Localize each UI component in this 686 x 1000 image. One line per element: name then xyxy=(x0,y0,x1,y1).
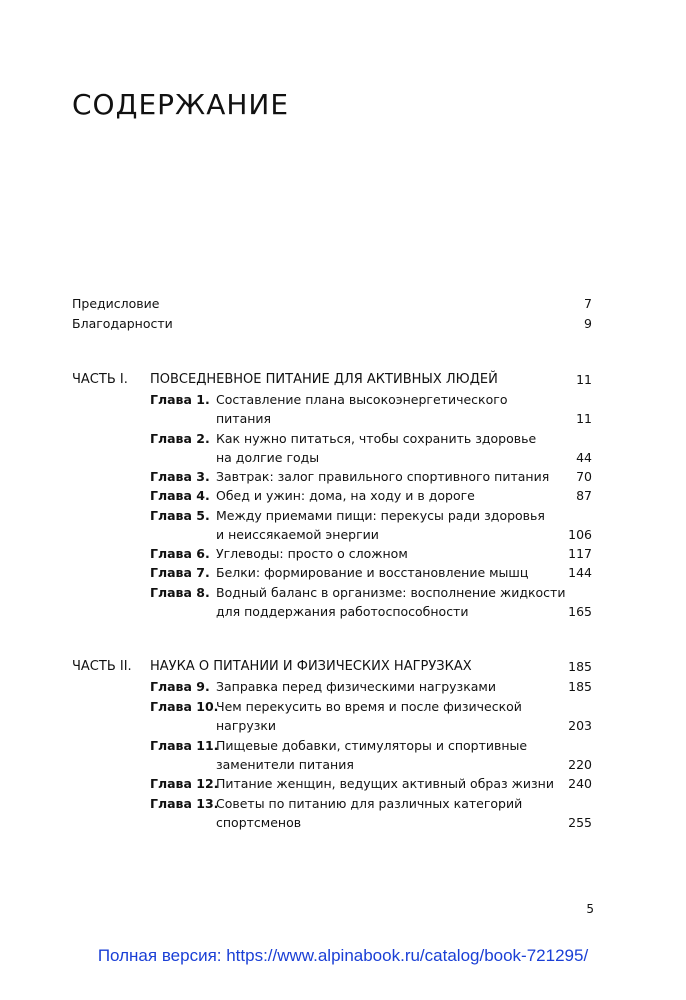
part-page: 185 xyxy=(568,659,592,674)
chapter-label: Глава 11. xyxy=(150,738,219,753)
chapter-title-line[interactable]: Составление плана высокоэнергетического xyxy=(216,392,508,407)
page-title: СОДЕРЖАНИЕ xyxy=(72,88,290,121)
chapter-title-line[interactable]: Обед и ужин: дома, на ходу и в дороге xyxy=(216,488,475,503)
toc-page-preface: 7 xyxy=(584,296,592,311)
chapter-label: Глава 8. xyxy=(150,585,210,600)
toc-entry-preface[interactable]: Предисловие xyxy=(72,296,160,311)
part-title[interactable]: ПОВСЕДНЕВНОЕ ПИТАНИЕ ДЛЯ АКТИВНЫХ ЛЮДЕЙ xyxy=(150,372,498,387)
chapter-title-line[interactable]: Как нужно питаться, чтобы сохранить здоровье xyxy=(216,431,537,446)
chapter-page: 255 xyxy=(568,815,592,830)
chapter-page: 117 xyxy=(568,546,592,561)
chapter-label: Глава 5. xyxy=(150,508,210,523)
chapter-page: 203 xyxy=(568,718,592,733)
chapter-page: 106 xyxy=(568,527,592,542)
chapter-page: 240 xyxy=(568,776,592,791)
chapter-title-line[interactable]: Советы по питанию для различных категорий xyxy=(216,796,523,811)
chapter-title-line[interactable]: Чем перекусить во время и после физической xyxy=(216,699,522,714)
part-title[interactable]: НАУКА О ПИТАНИИ И ФИЗИЧЕСКИХ НАГРУЗКАХ xyxy=(150,659,472,674)
chapter-title-line[interactable]: Углеводы: просто о сложном xyxy=(216,546,408,561)
chapter-title-line[interactable]: Завтрак: залог правильного спортивного питания xyxy=(216,469,550,484)
chapter-title-line[interactable]: Пищевые добавки, стимуляторы и спортивные xyxy=(216,738,528,753)
chapter-title-line[interactable]: Белки: формирование и восстановление мышц xyxy=(216,565,529,580)
chapter-label: Глава 2. xyxy=(150,431,210,446)
chapter-label: Глава 4. xyxy=(150,488,210,503)
chapter-title-line[interactable]: Водный баланс в организме: восполнение жидкости xyxy=(216,585,566,600)
chapter-label: Глава 13. xyxy=(150,796,219,811)
chapter-title-line[interactable]: Питание женщин, ведущих активный образ жизни xyxy=(216,776,554,791)
chapter-title-line[interactable]: и неиссякаемой энергии xyxy=(216,527,379,542)
chapter-title-line[interactable]: Заправка перед физическими нагрузками xyxy=(216,679,496,694)
chapter-title-line[interactable]: для поддержания работоспособности xyxy=(216,604,469,619)
chapter-title-line[interactable]: питания xyxy=(216,411,272,426)
chapter-page: 220 xyxy=(568,757,592,772)
chapter-page: 165 xyxy=(568,604,592,619)
chapter-label: Глава 12. xyxy=(150,776,219,791)
chapter-title-line[interactable]: спортсменов xyxy=(216,815,302,830)
chapter-title-line[interactable]: на долгие годы xyxy=(216,450,320,465)
toc-page-acknowledgements: 9 xyxy=(584,316,592,331)
chapter-page: 11 xyxy=(576,411,592,426)
chapter-page: 185 xyxy=(568,679,592,694)
chapter-label: Глава 10. xyxy=(150,699,219,714)
full-version-link[interactable]: Полная версия: https://www.alpinabook.ru/catalog/book-721295/ xyxy=(97,946,589,965)
chapter-page: 87 xyxy=(576,488,592,503)
part-page: 11 xyxy=(576,372,592,387)
chapter-label: Глава 9. xyxy=(150,679,210,694)
part-label: ЧАСТЬ II. xyxy=(72,659,132,674)
chapter-label: Глава 1. xyxy=(150,392,210,407)
chapter-page: 70 xyxy=(576,469,592,484)
chapter-page: 44 xyxy=(576,450,592,465)
chapter-label: Глава 7. xyxy=(150,565,210,580)
chapter-title-line[interactable]: Между приемами пищи: перекусы ради здоровья xyxy=(216,508,545,523)
chapter-title-line[interactable]: нагрузки xyxy=(216,718,277,733)
toc-entry-acknowledgements[interactable]: Благодарности xyxy=(72,316,173,331)
chapter-title-line[interactable]: заменители питания xyxy=(216,757,354,772)
chapter-page: 144 xyxy=(568,565,592,580)
part-label: ЧАСТЬ I. xyxy=(72,372,128,387)
chapter-label: Глава 6. xyxy=(150,546,210,561)
chapter-label: Глава 3. xyxy=(150,469,210,484)
page-number: 5 xyxy=(586,902,594,916)
